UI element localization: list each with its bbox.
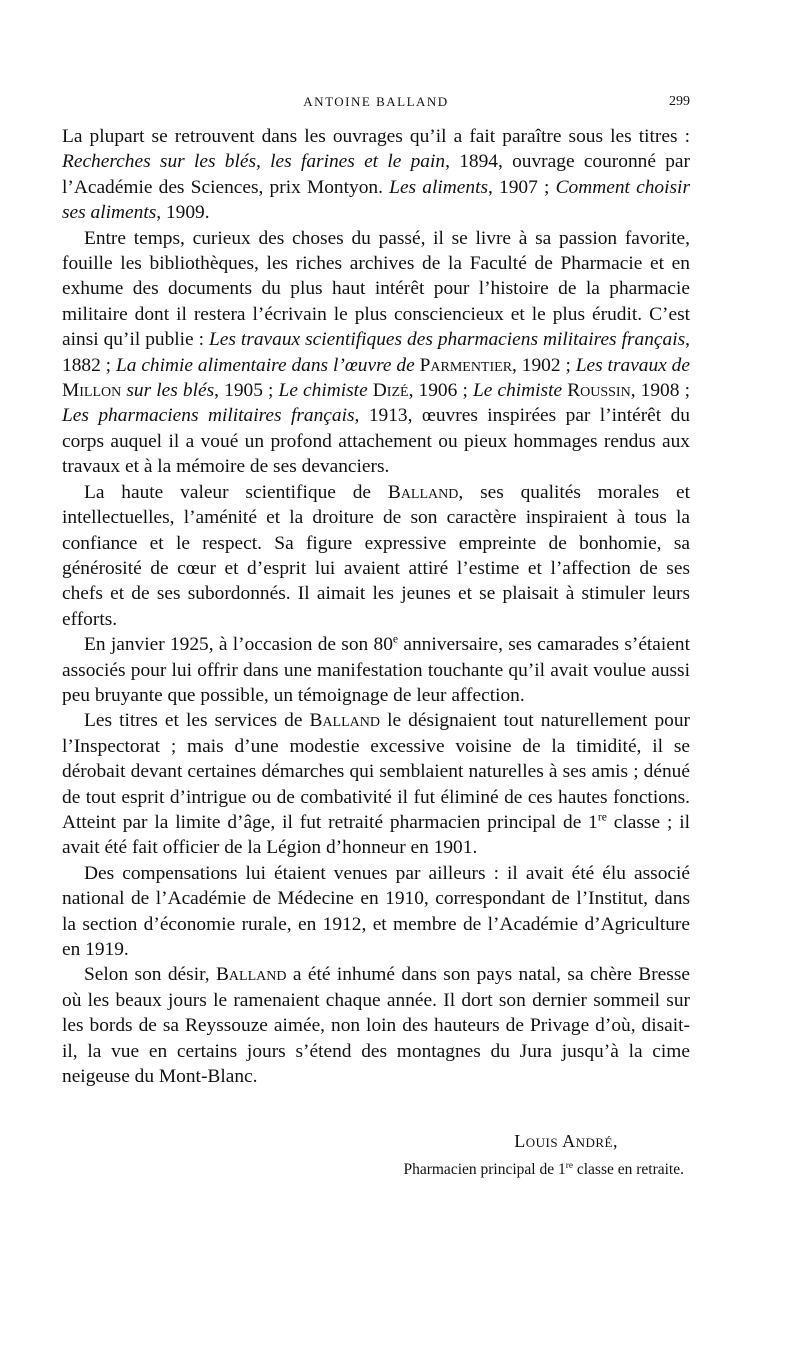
small-caps-name: Millon	[62, 380, 122, 402]
small-caps-name: Dizé	[372, 380, 409, 402]
text-run: La plupart se retrouvent dans les ouvrages qu’il a fait paraître sous les titres :	[62, 126, 690, 147]
italic-title: La chimie alimentaire dans l’œuvre de	[115, 354, 420, 376]
text-run: Selon son désir,	[84, 964, 216, 986]
paragraph	[62, 962, 690, 1089]
text-run: a été inhumé dans son pays natal, sa chère Bresse où les beaux jours le ramenaient chaque année. Il dort son dernier sommeil sur les bords de sa Reyssouze aimée, non loin des hauteurs de Privage d’où, disait-il, la vue en certains jours s’étend des montagnes du Jura jusqu’à la cime neigeuse du Mont-Blanc.	[62, 964, 690, 1088]
small-caps-name: Balland	[309, 710, 380, 732]
text-run: le désignaient tout naturellement pour l’Inspectorat ; mais d’une modestie excessive voisine de la timidité, il se dérobait devant certaines démarches qui semblaient naturelles à ses amis ; dénué de tout esprit d’intrigue ou de combativité il fut éliminé de ces hautes fonctions. Atteint par la limite d’âge, il fut retraité pharmacien principal de 1	[62, 710, 690, 833]
small-caps-name: Balland	[387, 481, 459, 503]
text-run: , 1882 ;	[62, 329, 690, 376]
superscript: re	[597, 810, 607, 824]
text-run: , ses qualités morales et intellectuelles, l’aménité et la droiture de son caractère inspiraient à tous la confiance et le respect. Sa figure expressive empreinte de bonhomie, sa générosité de cœur et d’esprit lui avaient attiré l’estime et l’affection de ses chefs et de ses subordonnés. Il aimait les jeunes et se plaisait à stimuler leurs efforts.	[62, 481, 690, 630]
signature-title-ordinal: re	[565, 1160, 573, 1171]
italic-title: Le chimiste	[278, 380, 373, 402]
paragraph	[62, 480, 690, 632]
text-run: Les titres et les services de	[84, 710, 310, 732]
page-number: 299	[669, 94, 690, 109]
text-run: En janvier 1925, à l’occasion de son 80	[84, 634, 393, 656]
italic-title: Comment choisir ses aliments	[62, 176, 690, 224]
small-caps-name: Roussin	[567, 380, 631, 402]
body-text	[62, 124, 690, 1089]
paragraph	[62, 861, 690, 963]
text-run: , 1902 ;	[512, 354, 576, 376]
paragraph	[62, 124, 690, 226]
italic-title: Recherches sur les blés, les farines et le pain	[62, 151, 446, 173]
paragraph	[62, 226, 690, 480]
italic-title: Les aliments	[389, 176, 488, 198]
small-caps-name: Parmentier	[419, 354, 513, 376]
text-run: La haute valeur scientifique de	[84, 481, 388, 503]
paragraph	[62, 632, 690, 708]
signature-title	[62, 1158, 684, 1182]
italic-title: sur les blés	[126, 380, 215, 402]
text-run: , 1905 ;	[214, 380, 279, 402]
text-run: , 1908 ;	[630, 380, 690, 402]
small-caps-name: Balland	[216, 964, 287, 986]
signature-block	[62, 1128, 684, 1182]
signature-title-rest: classe en retraite.	[572, 1161, 684, 1178]
signature-name: Louis André,	[514, 1131, 618, 1151]
text-run: anniversaire, ses camarades s’étaient associés pour lui offrir dans une manifestation touchante qu’il avait voulue aussi peu bruyante que possible, un témoignage de leur affection.	[62, 634, 690, 706]
text-run: , 1913, œuvres inspirées par l’intérêt du corps auquel il a voué un profond attachement ou pieux hommages rendus aux travaux et à la mémoire de ses devanciers.	[62, 405, 690, 478]
paragraph	[62, 708, 690, 860]
running-title: ANTOINE BALLAND	[303, 94, 449, 109]
text-run: , 1907 ;	[488, 176, 556, 198]
text-run: Entre temps, curieux des choses du passé, il se livre à sa passion favorite, fouille les bibliothèques, les riches archives de la Faculté de Pharmacie et en exhume des documents du plus haut intérêt pour l’histoire de la pharmacie militaire dont il restera l’écrivain le plus consciencieux et le plus érudit. C’est ainsi qu’il publie :	[62, 227, 690, 351]
italic-title: Le chimiste	[472, 380, 568, 402]
text-run: , 1909.	[156, 202, 210, 224]
italic-title: Les travaux de	[575, 354, 690, 376]
signature-title-text: Pharmacien principal de 1	[403, 1161, 566, 1178]
running-head	[62, 94, 690, 116]
text-run: , 1906 ;	[408, 380, 473, 402]
italic-title: Les travaux scientifiques des pharmaciens militaires français	[209, 329, 686, 351]
superscript: e	[392, 632, 399, 646]
text-run: classe ; il avait été fait officier de la Légion d’honneur en 1901.	[62, 811, 690, 859]
italic-title: Les pharmaciens militaires français	[62, 405, 355, 427]
text-run: Des compensations lui étaient venues par ailleurs : il avait été élu associé national de l’Académie de Médecine en 1910, correspondant de l’Institut, dans la section d’économie rurale, en 1912, et membre de l’Académie d’Agriculture en 1919.	[62, 862, 690, 960]
text-run: , 1894, ouvrage couronné par l’Académie des Sciences, prix Montyon.	[62, 151, 690, 198]
